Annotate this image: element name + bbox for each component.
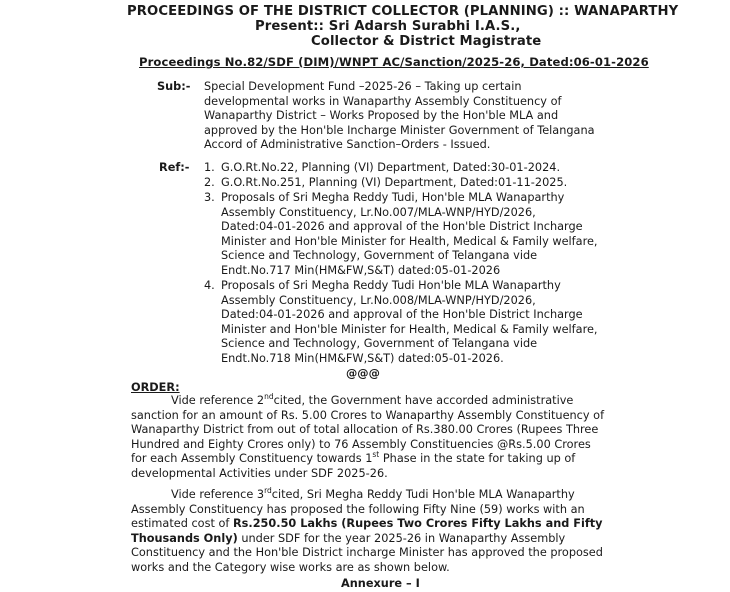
reference-line: Assembly Constituency, Lr.No.007/MLA-WNP/HYD/2026,	[221, 205, 536, 219]
reference-separator: @@@	[346, 367, 380, 380]
subject-label: Sub:-	[157, 80, 191, 93]
reference-item-2	[204, 176, 567, 191]
reference-number: 3.	[204, 191, 215, 204]
reference-line: Dated:04-01-2026 and approval of the Hon'ble District Incharge	[221, 308, 583, 322]
subject-line: Accord of Administrative Sanction–Orders - Issued.	[204, 138, 491, 152]
order-paragraph-1: Vide reference 2ndcited, the Government have accorded administrative sanction for an amount of Rs. 5.00 Crores to Wanaparthy Assembly Constituency of Wanaparthy District from out of total allocation of Rs.380.00 Crores (Rupees Three Hundred and Eighty Crores only) to 76 Assembly Constituencies @Rs.5.00 Crores for each Assembly Constituency towards 1st Phase in the state for taking up of developmental Activities under SDF 2025-26.	[131, 392, 605, 480]
reference-line: Proposals of Sri Megha Reddy Tudi Hon'ble MLA Wanaparthy	[221, 279, 561, 292]
reference-number: 1.	[204, 161, 215, 174]
reference-label: Ref:-	[159, 161, 190, 174]
reference-line: Minister and Hon'ble Minister for Health, Medical & Family welfare,	[221, 234, 598, 248]
reference-item-1	[204, 161, 560, 176]
document-title: PROCEEDINGS OF THE DISTRICT COLLECTOR (PLANNING) :: WANAPARTHY	[127, 4, 679, 19]
estimated-cost: Rs.250.50 Lakhs (Rupees Two Crores Fifty Lakhs and Fifty	[232, 517, 603, 531]
reference-line: Proposals of Sri Megha Reddy Tudi, Hon'ble MLA Wanaparthy	[221, 191, 565, 204]
proceedings-number: Proceedings No.82/SDF (DIM)/WNPT AC/Sanction/2025-26, Dated:06-01-2026	[139, 55, 649, 69]
reference-line: Minister and Hon'ble Minister for Health, Medical & Family welfare,	[221, 322, 598, 336]
subject-line: Wanaparthy District – Works Proposed by the Hon'ble MLA and	[204, 109, 559, 123]
order-heading: ORDER:	[131, 381, 180, 394]
reference-item-3	[204, 191, 598, 279]
reference-line: Endt.No.717 Min(HM&FW,S&T) dated:05-01-2026	[221, 263, 501, 277]
subject-text	[204, 80, 595, 153]
annexure-heading: Annexure – I	[341, 577, 420, 590]
reference-number: 4.	[204, 279, 215, 292]
reference-line: Dated:04-01-2026 and approval of the Hon'ble District Incharge	[221, 220, 583, 234]
subject-line: Special Development Fund –2025-26 – Taking up certain	[204, 80, 522, 93]
designation-line: Collector & District Magistrate	[311, 34, 542, 49]
reference-line: Assembly Constituency, Lr.No.008/MLA-WNP/HYD/2026,	[221, 293, 536, 307]
reference-line: Endt.No.718 Min(HM&FW,S&T) dated:05-01-2026.	[221, 351, 504, 365]
subject-line: developmental works in Wanaparthy Assembly Constituency of	[204, 94, 562, 108]
present-line: Present:: Sri Adarsh Surabhi I.A.S.,	[255, 19, 521, 34]
reference-line: G.O.Rt.No.22, Planning (VI) Department, Dated:30-01-2024.	[221, 161, 561, 174]
reference-item-4	[204, 279, 598, 367]
reference-line: Science and Technology, Government of Telangana vide	[221, 337, 538, 351]
reference-number: 2.	[204, 176, 215, 189]
reference-line: G.O.Rt.No.251, Planning (VI) Department, Dated:01-11-2025.	[221, 176, 568, 189]
reference-line: Science and Technology, Government of Telangana vide	[221, 249, 538, 263]
order-paragraph-2: Vide reference 3rdcited, Sri Megha Reddy Tudi Hon'ble MLA Wanaparthy Assembly Constituency has proposed the following Fifty Nine (59) works with an estimated cost of Rs.250.50 Lakhs (Rupees Two Crores Fifty Lakhs and Fifty Thousands Only) under SDF for the year 2025-26 in Wanaparthy Assembly Constituency and the Hon'ble District incharge Minister has approved the proposed works and the Category wise works are as shown below.	[131, 486, 603, 574]
subject-line: approved by the Hon'ble Incharge Minister Government of Telangana	[204, 123, 595, 137]
